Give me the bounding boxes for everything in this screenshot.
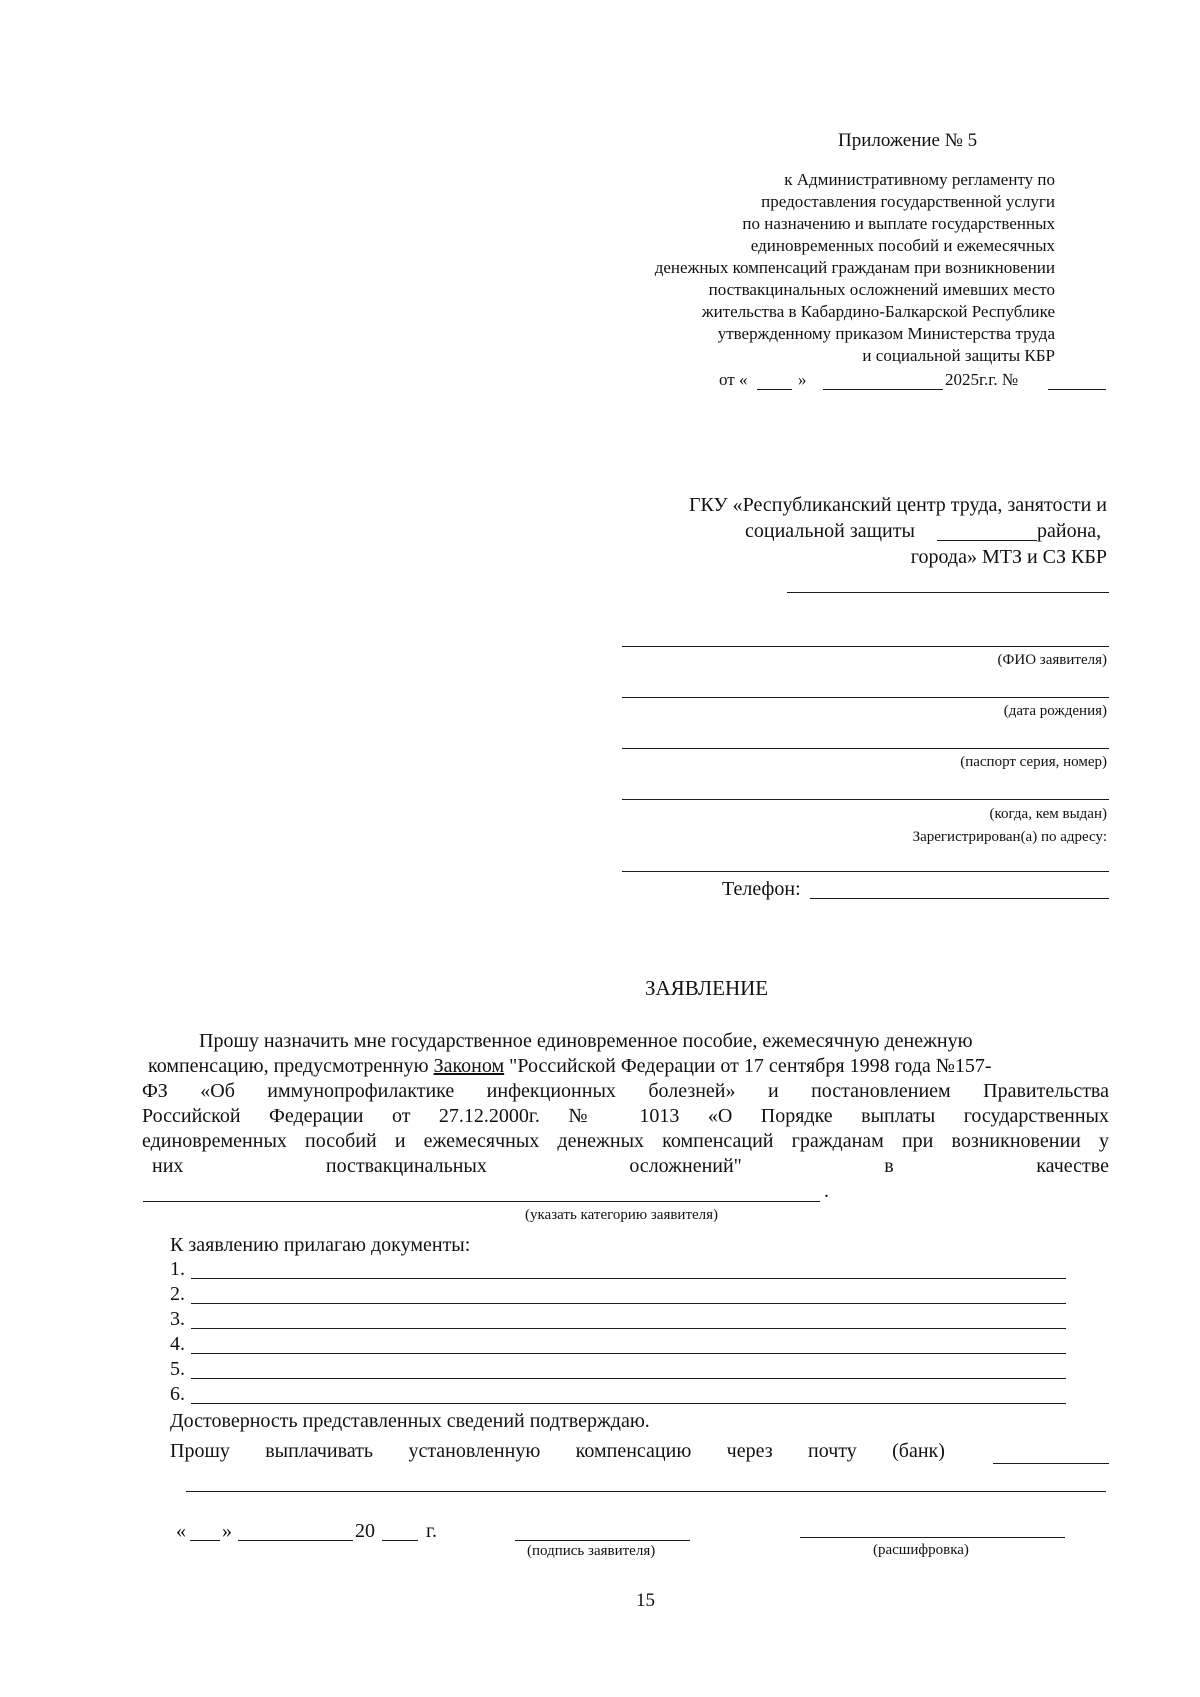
signature-field[interactable] xyxy=(515,1540,690,1541)
sign-day-field[interactable] xyxy=(190,1540,220,1541)
birth-caption: (дата рождения) xyxy=(1003,703,1107,719)
decode-caption: (расшифровка) xyxy=(873,1542,969,1558)
word: поствакцинальных xyxy=(325,1155,487,1177)
statement-title: ЗАЯВЛЕНИЕ xyxy=(645,976,769,1000)
document-field[interactable] xyxy=(191,1353,1066,1354)
order-date-prefix: от « xyxy=(719,370,748,389)
statement-paragraph-line-2 xyxy=(148,1055,992,1078)
document-number: 1. xyxy=(170,1258,185,1280)
document-number: 4. xyxy=(170,1333,185,1355)
statement-paragraph-line-6 xyxy=(152,1155,1109,1178)
passport-caption: (паспорт серия, номер) xyxy=(960,754,1107,770)
bank-field[interactable] xyxy=(993,1463,1109,1464)
order-date-close: » xyxy=(798,370,807,389)
document-field[interactable] xyxy=(191,1403,1066,1404)
statement-text: "Российской Федерации от 17 сентября 1998 года №157- xyxy=(509,1055,992,1077)
word: Прошу xyxy=(170,1440,230,1462)
word: почту xyxy=(808,1440,857,1462)
phone-field[interactable] xyxy=(810,898,1109,899)
sign-year-field[interactable] xyxy=(382,1540,418,1541)
word: выплачивать xyxy=(265,1440,374,1462)
word: через xyxy=(726,1440,773,1462)
appendix-line: утвержденному приказом Министерства труда xyxy=(717,324,1055,343)
signature-caption: (подпись заявителя) xyxy=(527,1543,656,1559)
applicant-category-field[interactable] xyxy=(143,1201,820,1202)
sign-year-suffix: г. xyxy=(426,1520,437,1542)
birth-date-field[interactable] xyxy=(622,697,1109,698)
appendix-line: к Административному регламенту по xyxy=(784,170,1055,189)
law-link[interactable]: Законом xyxy=(433,1055,505,1077)
signature-decode-field[interactable] xyxy=(800,1537,1065,1538)
documents-title: К заявлению прилагаю документы: xyxy=(170,1234,471,1256)
passport-issued-field[interactable] xyxy=(622,799,1109,800)
statement-paragraph-line: Российской Федерации от 27.12.2000г. № 1013 «О Порядке выплаты государственных xyxy=(142,1105,1109,1127)
order-year-text: 2025г.г. № xyxy=(945,370,1019,389)
fio-caption: (ФИО заявителя) xyxy=(997,652,1107,668)
document-number: 6. xyxy=(170,1383,185,1405)
document-number: 3. xyxy=(170,1308,185,1330)
word: установленную xyxy=(408,1440,541,1462)
document-field[interactable] xyxy=(191,1378,1066,1379)
recipient-line-1: ГКУ «Республиканский центр труда, занятости и xyxy=(688,494,1107,516)
statement-paragraph-line: Прошу назначить мне государственное единовременное пособие, ежемесячную денежную xyxy=(199,1030,973,1052)
document-field[interactable] xyxy=(191,1328,1066,1329)
recipient-line-2-suffix: района, xyxy=(1037,520,1102,542)
document-number: 5. xyxy=(170,1358,185,1380)
order-number-blank[interactable] xyxy=(1048,389,1106,390)
order-month-blank[interactable] xyxy=(823,389,943,390)
statement-text: компенсацию, предусмотренную xyxy=(148,1055,429,1077)
statement-paragraph-line: ФЗ «Об иммунопрофилактике инфекционных болезней» и постановлением Правительства xyxy=(142,1080,1109,1102)
registered-caption: Зарегистрирован(а) по адресу: xyxy=(912,829,1107,845)
appendix-line: денежных компенсаций гражданам при возникновении xyxy=(654,258,1055,277)
appendix-line: предоставления государственной услуги xyxy=(761,192,1055,211)
appendix-line: единовременных пособий и ежемесячных xyxy=(750,236,1055,255)
document-number: 2. xyxy=(170,1283,185,1305)
appendix-line: по назначению и выплате государственных xyxy=(742,214,1055,233)
appendix-line: и социальной защиты КБР xyxy=(862,346,1055,365)
sign-century: 20 xyxy=(355,1520,375,1542)
word: компенсацию xyxy=(575,1440,692,1462)
category-caption: (указать категорию заявителя) xyxy=(525,1207,719,1223)
word: (банк) xyxy=(892,1440,945,1462)
bank-details-field[interactable] xyxy=(186,1491,1106,1492)
appendix-line: жительства в Кабардино-Балкарской Республике xyxy=(701,302,1055,321)
statement-paragraph-line: единовременных пособий и ежемесячных денежных компенсаций гражданам при возникновении у xyxy=(142,1130,1109,1152)
sign-open-quote: « xyxy=(176,1520,186,1542)
appendix-line: поствакцинальных осложнений имевших место xyxy=(708,280,1055,299)
recipient-extra-blank[interactable] xyxy=(787,592,1109,593)
category-dot: . xyxy=(824,1180,829,1202)
word: в xyxy=(884,1155,894,1177)
word: качестве xyxy=(1036,1155,1109,1177)
appendix-title: Приложение № 5 xyxy=(838,130,978,151)
word: них xyxy=(152,1155,184,1177)
sign-close-quote: » xyxy=(222,1520,232,1542)
sign-month-field[interactable] xyxy=(238,1540,353,1541)
passport-field[interactable] xyxy=(622,748,1109,749)
issued-caption: (когда, кем выдан) xyxy=(989,806,1107,822)
document-field[interactable] xyxy=(191,1278,1066,1279)
recipient-line-2-prefix: социальной защиты xyxy=(745,520,915,542)
address-field[interactable] xyxy=(622,871,1109,872)
district-blank[interactable] xyxy=(937,540,1037,541)
payment-method-line xyxy=(170,1440,945,1463)
page-number: 15 xyxy=(636,1590,655,1611)
word: осложнений" xyxy=(629,1155,742,1177)
document-field[interactable] xyxy=(191,1303,1066,1304)
confirmation-text: Достоверность представленных сведений подтверждаю. xyxy=(170,1410,650,1432)
order-day-blank[interactable] xyxy=(757,389,792,390)
phone-label: Телефон: xyxy=(722,878,801,900)
recipient-line-3: города» МТЗ и СЗ КБР xyxy=(910,546,1107,568)
fio-field[interactable] xyxy=(622,646,1109,647)
